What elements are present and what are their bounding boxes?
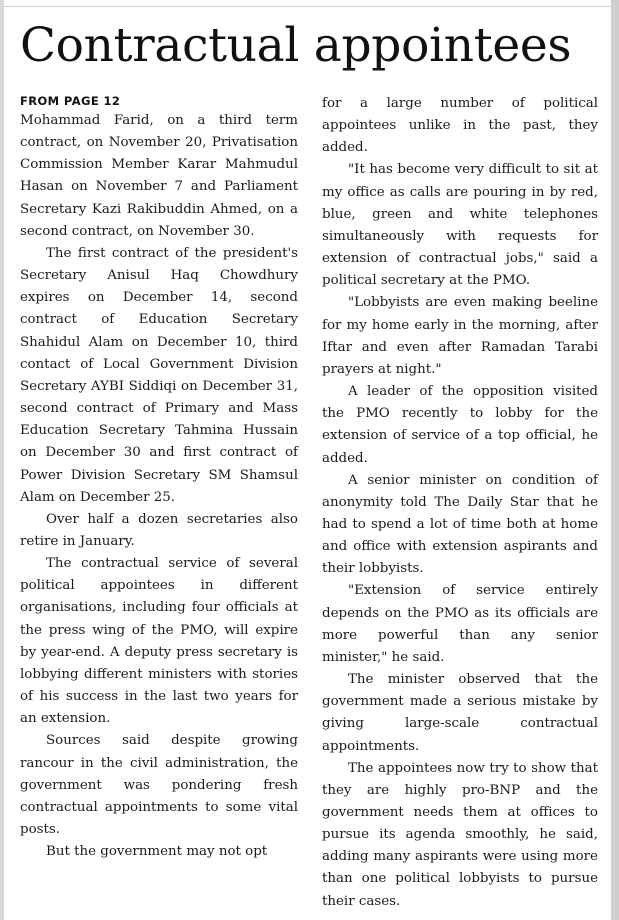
paragraph: The first contract of the president's Secretary Anisul Haq Chowdhury expires on December 14, second contract of Education Secretary Shahidul Alam on December 10, third contact of Local Government Division Secretary AYBI Siddiqi on December 31, second contract of Primary and Mass Education Secretary Tahmina Hussain on December 30 and first contract of Power Division Secretary SM Shamsul Alam on December 25. xyxy=(20,245,298,505)
article-column-left xyxy=(20,93,298,863)
continuation-kicker: FROM PAGE 12 xyxy=(20,94,121,108)
paragraph: A leader of the opposition visited the PMO recently to lobby for the extension of service of a top official, he added. xyxy=(322,384,598,466)
paragraph: Mohammad Farid, on a third term contract, on November 20, Privatisation Commission Member Karar Mahmudul Hasan on November 7 and Parliament Secretary Kazi Rakibuddin Ahmed, on a second contract, on November 30. xyxy=(20,113,298,239)
article-column-right xyxy=(322,93,598,913)
paragraph: The minister observed that the government made a serious mistake by giving large-scale contractual appointments. xyxy=(322,672,598,754)
clipping-top-edge xyxy=(0,0,619,7)
paragraph: Sources said despite growing rancour in the civil administration, the government was pondering fresh contractual appointments to some vital posts. xyxy=(20,733,298,837)
paragraph: "Extension of service entirely depends on the PMO as its officials are more powerful than any senior minister," he said. xyxy=(322,583,598,665)
paragraph: A senior minister on condition of anonymity told The Daily Star that he had to spend a lot of time both at home and office with extension aspirants and their lobbyists. xyxy=(322,472,598,577)
paragraph: Over half a dozen secretaries also retire in January. xyxy=(20,511,298,549)
article-headline: Contractual appointees xyxy=(20,18,572,73)
column-gutter xyxy=(308,98,309,910)
paragraph: The contractual service of several political appointees in different organisations, including four officials at the press wing of the PMO, will expire by year-end. A deputy press secretary is lobbying different ministers with stories of his success in the last two years for an extension. xyxy=(20,556,298,727)
paragraph: for a large number of political appointees unlike in the past, they added. xyxy=(322,96,598,156)
clipping-right-edge xyxy=(611,0,619,920)
paragraph: "It has become very difficult to sit at my office as calls are pouring in by red, blue, green and white telephones simultaneously with requests for extension of contractual jobs," said a political secretary at the PMO. xyxy=(322,162,598,289)
paragraph: But the government may not opt xyxy=(46,844,268,860)
paragraph: The appointees now try to show that they are highly pro-BNP and the government needs them at offices to pursue its agenda smoothly, he said, adding many aspirants were using more than one political lobbyists to pursue their cases. xyxy=(322,760,598,909)
paragraph: "Lobbyists are even making beeline for my home early in the morning, after Iftar and even after Ramadan Tarabi prayers at night." xyxy=(322,295,598,377)
clipping-left-edge xyxy=(0,0,4,920)
